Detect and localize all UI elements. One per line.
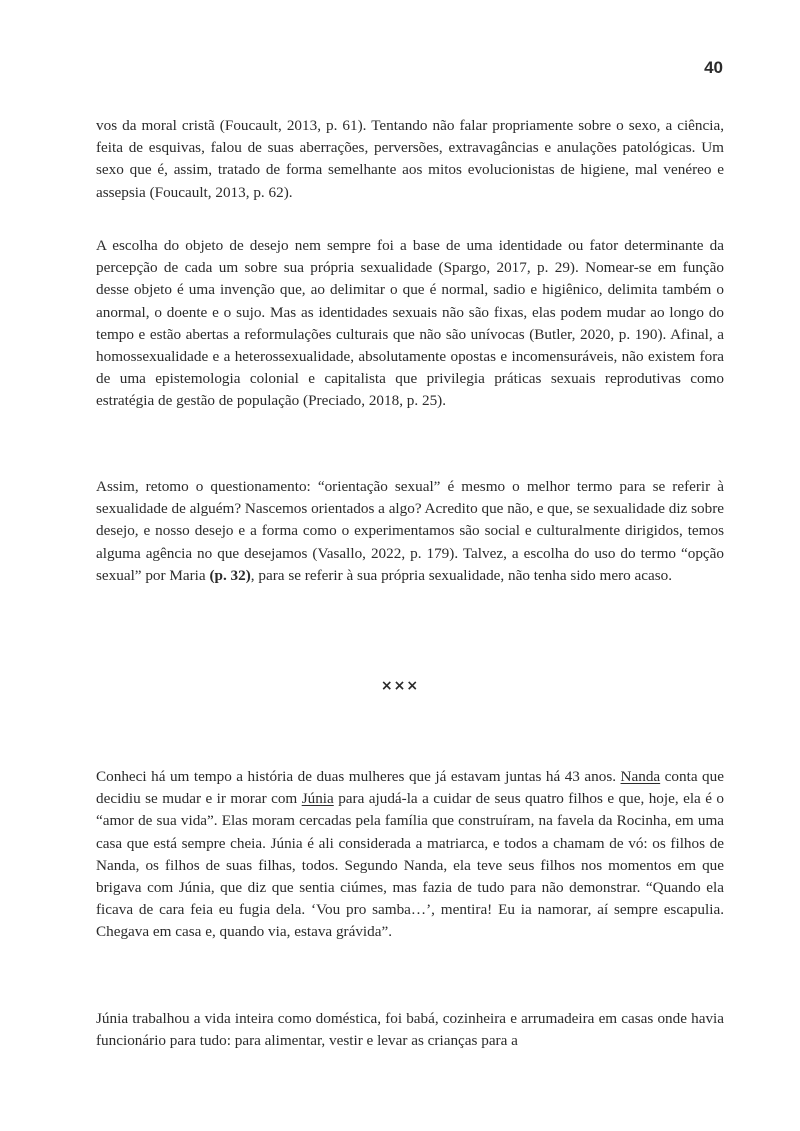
paragraph-foucault: vos da moral cristã (Foucault, 2013, p. 61). Tentando não falar propriamente sobre o sexo, a ciência, feita de esquivas, falou de suas aberrações, perversões, extravagâncias e anulações patológicas. Um sexo que é, assim, tratado de forma semelhante aos mitos evolucionistas de higiene, mal venéreo e assepsia (Foucault, 2013, p. 62). [96,117,724,201]
name-junia: Júnia [301,790,334,808]
paragraph-sexual-orientation [96,476,724,587]
paragraph-junia-work: Júnia trabalhou a vida inteira como doméstica, foi babá, cozinheira e arrumadeira em casas onde havia funcionário para tudo: para alimentar, vestir e levar as crianças para a [96,1010,724,1050]
page-reference: (p. 32) [209,566,251,584]
paragraph-nanda-junia [96,766,724,944]
paragraph-text: conta que decidiu se mudar e ir morar com [96,768,724,808]
paragraph-text: , para se referir à sua própria sexualidade, não tenha sido mero acaso. [250,566,673,584]
name-nanda: Nanda [620,768,661,785]
paragraph-text: para ajudá-la a cuidar de seus quatro filhos e que, hoje, ela é o “amor de sua vida”. Elas moram cercadas pela família que construíram, na favela da Rocinha, em uma casa que está sempre cheia. Júnia é ali considerada a matriarca, e todos a chamam de vó: os filhos de Nanda, os filhos de suas filhas, todos. Segundo Nanda, ela teve seus filhos nos momentos em que brigava com Júnia, que diz que sentia ciúmes, mas fazia de tudo para não demonstrar. “Quando ela ficava de cara feia eu fugia dela. ‘Vou pro samba…’, mentira! Eu ia namorar, aí sempre escapulia. Chegava em casa e, quando via, estava grávida”. [96,790,724,941]
section-divider: ××× [380,678,420,694]
paragraph-text: Assim, retomo o questionamento: “orientação sexual” é mesmo o melhor termo para se referir à sexualidade de alguém? Nascemos orientados a algo? Acredito que não, e que, se sexualidade diz sobre desejo, e nosso desejo e a forma como o experimentamos são social e culturalmente dirigidos, temos alguma agência no que desejamos (Vasallo, 2022, p. 179). Talvez, a escolha do uso do termo “opção sexual” por Maria [96,478,724,584]
paragraph-object-of-desire: A escolha do objeto de desejo nem sempre foi a base de uma identidade ou fator determinante da percepção de cada um sobre sua própria sexualidade (Spargo, 2017, p. 29). Nomear-se em função desse objeto é uma invenção que, ao delimitar o que é normal, sadio e higiênico, delimita também o anormal, o doente e o sujo. Mas as identidades sexuais não são fixas, elas podem mudar ao longo do tempo e estão abertas a reformulações culturais que não são unívocas (Butler, 2020, p. 190). Afinal, a homossexualidade e a heterossexualidade, absolutamente opostas e incomensuráveis, não existem fora de uma epistemologia colonial e capitalista que privilegia práticas sexuais reprodutivas como estratégia de gestão de população (Preciado, 2018, p. 25). [96,237,724,410]
paragraph-text: Conheci há um tempo a história de duas mulheres que já estavam juntas há 43 anos. [96,768,621,785]
page-number: 40 [704,58,723,77]
